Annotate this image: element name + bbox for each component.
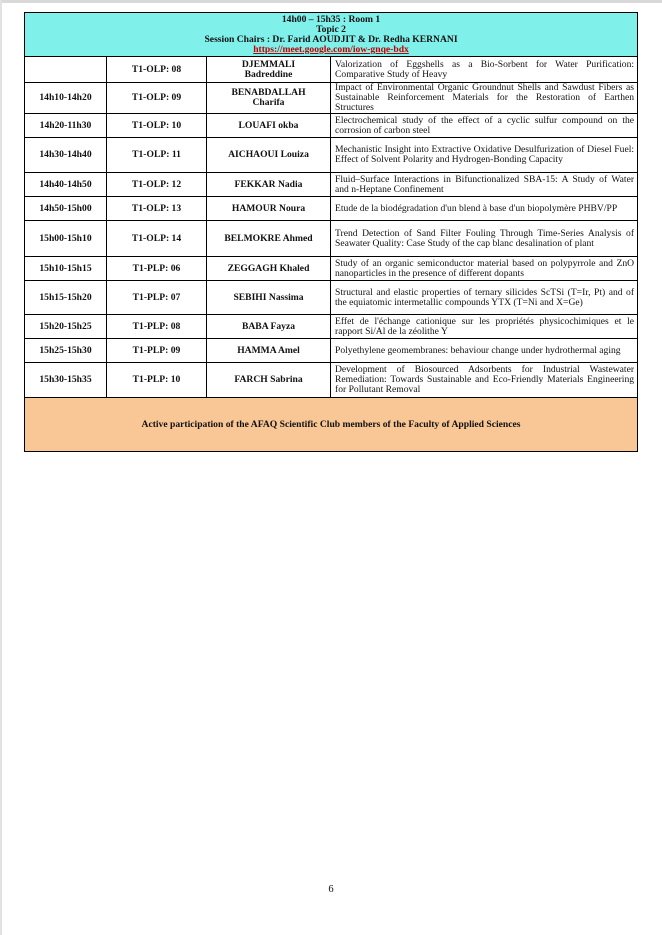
paper-code: T1-PLP: 08 [107,315,207,339]
time-slot: 15h25-15h30 [25,339,107,363]
table-row [25,339,638,363]
paper-code: T1-OLP: 13 [107,197,207,221]
paper-title: Electrochemical study of the effect of a cyclic sulfur compound on the corrosion of carbon steel [331,114,638,138]
time-slot: 15h15-15h20 [25,281,107,315]
time-slot: 14h50-15h00 [25,197,107,221]
presenter-name: AICHAOUI Louiza [207,138,331,173]
paper-code: T1-OLP: 11 [107,138,207,173]
table-row [25,281,638,315]
table-row [25,57,638,83]
table-row [25,138,638,173]
paper-title: Trend Detection of Sand Filter Fouling Through Time-Series Analysis of Seawater Quality: Case Study of the cap blanc desalination of plant [331,221,638,257]
session-topic: Topic 2 [316,24,346,35]
time-slot: 14h10-14h20 [25,83,107,114]
session-header [25,13,638,57]
footer-row [25,398,638,452]
presenter-name: BABA Fayza [207,315,331,339]
paper-code: T1-OLP: 09 [107,83,207,114]
paper-title: Etude de la biodégradation d'un blend à base d'un biopolymère PHBV/PP [331,197,638,221]
table-row [25,363,638,398]
presenter-name: HAMOUR Noura [207,197,331,221]
paper-title: Valorization of Eggshells as a Bio-Sorbent for Water Purification: Comparative Study of Heavy [331,57,638,83]
page-edge-top [0,0,662,3]
presenter-name: SEBIHI Nassima [207,281,331,315]
time-slot: 14h30-14h40 [25,138,107,173]
paper-title: Mechanistic Insight into Extractive Oxidative Desulfurization of Diesel Fuel: Effect of Solvent Polarity and Hydrogen-Bonding Capacity [331,138,638,173]
time-slot [25,57,107,83]
presenter-name: ZEGGAGH Khaled [207,257,331,281]
paper-title: Study of an organic semiconductor material based on polypyrrole and ZnO nanoparticles in the presence of different dopants [331,257,638,281]
paper-title: Polyethylene geomembranes: behaviour change under hydrothermal aging [331,339,638,363]
table-row [25,221,638,257]
presenter-name: BENABDALLAH Charifa [207,83,331,114]
session-time-room: 14h00 – 15h35 : Room 1 [281,14,381,25]
time-slot: 15h00-15h10 [25,221,107,257]
session-header-row [25,13,638,57]
time-slot: 15h30-15h35 [25,363,107,398]
table-row [25,197,638,221]
paper-code: T1-OLP: 14 [107,221,207,257]
paper-title: Impact of Environmental Organic Groundnut Shells and Sawdust Fibers as Sustainable Reinforcement Materials for the Restoration of Earthen Structures [331,83,638,114]
table-row [25,257,638,281]
paper-code: T1-OLP: 10 [107,114,207,138]
presenter-name: FEKKAR Nadia [207,173,331,197]
time-slot: 14h20-11h30 [25,114,107,138]
paper-title: Effet de l'échange cationique sur les propriétés physicochimiques et le rapport Si/Al de la zéolithe Y [331,315,638,339]
page-edge-left [0,0,2,935]
paper-title: Fluid–Surface Interactions in Bifunctionalized SBA-15: A Study of Water and n-Heptane Confinement [331,173,638,197]
paper-code: T1-PLP: 10 [107,363,207,398]
paper-title: Structural and elastic properties of ternary silicides ScTSi (T=Ir, Pt) and of the equiatomic intermetallic compounds YTX (T=Ni and X=Ge) [331,281,638,315]
presenter-name: FARCH Sabrina [207,363,331,398]
table-row [25,83,638,114]
presenter-name: LOUAFI okba [207,114,331,138]
paper-code: T1-PLP: 07 [107,281,207,315]
time-slot: 14h40-14h50 [25,173,107,197]
footer-banner: Active participation of the AFAQ Scientific Club members of the Faculty of Applied Sciences [25,398,638,452]
session-chairs: Session Chairs : Dr. Farid AOUDJIT & Dr. Redha KERNANI [204,34,458,45]
paper-title: Development of Biosourced Adsorbents for Industrial Wastewater Remediation: Towards Sustainable and Eco-Friendly Materials Engineering for Pollutant Removal [331,363,638,398]
presenter-name: DJEMMALI Badreddine [207,57,331,83]
paper-code: T1-PLP: 06 [107,257,207,281]
presenter-name: HAMMA Amel [207,339,331,363]
presenter-name: BELMOKRE Ahmed [207,221,331,257]
paper-code: T1-PLP: 09 [107,339,207,363]
page-number: 6 [328,884,334,895]
session-program-table [24,12,638,452]
table-row [25,114,638,138]
time-slot: 15h20-15h25 [25,315,107,339]
meet-link[interactable]: https://meet.google.com/iow-gnqe-bdx [253,44,409,55]
paper-code: T1-OLP: 12 [107,173,207,197]
time-slot: 15h10-15h15 [25,257,107,281]
table-row [25,315,638,339]
table-row [25,173,638,197]
paper-code: T1-OLP: 08 [107,57,207,83]
